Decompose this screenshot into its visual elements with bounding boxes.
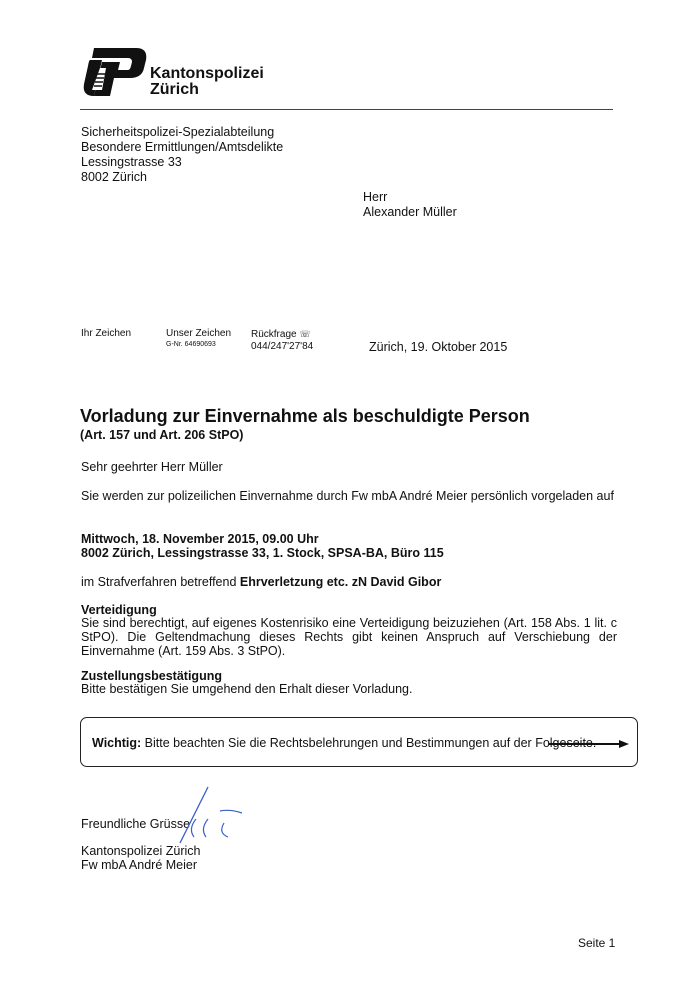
appointment-datetime: Mittwoch, 18. November 2015, 09.00 Uhr (81, 532, 319, 546)
sender-division: Besondere Ermittlungen/Amtsdelikte (81, 140, 284, 154)
case-subject: Ehrverletzung etc. zN David Gibor (239, 575, 442, 589)
inquiry-reference (251, 328, 313, 353)
delivery-text: Bitte bestätigen Sie umgehend den Erhalt dieser Vorladung. (81, 682, 413, 696)
letter-date: Zürich, 19. Oktober 2015 (369, 340, 508, 354)
recipient-address (363, 190, 457, 220)
kantonspolizei-logo (80, 44, 280, 100)
intro-text: Sie werden zur polizeilichen Einvernahme durch Fw mbA André Meier persönlich vorgeladen auf (81, 489, 614, 503)
inquiry-phone: 044/247'27'84 (251, 341, 314, 352)
recipient-salutation: Herr (363, 190, 388, 204)
sender-department: Sicherheitspolizei-Spezialabteilung (81, 125, 275, 139)
sender-address (81, 125, 283, 185)
org-name-line2: Zürich (150, 81, 199, 98)
organization-name (150, 66, 264, 98)
our-reference-value: G-Nr. 64690693 (166, 341, 216, 348)
our-reference (166, 328, 231, 349)
sender-city: 8002 Zürich (81, 170, 148, 184)
defense-heading: Verteidigung (81, 603, 157, 617)
header-divider (80, 109, 613, 110)
our-reference-label: Unser Zeichen (166, 328, 232, 339)
appointment-location: 8002 Zürich, Lessingstrasse 33, 1. Stock, SPSA-BA, Büro 115 (81, 546, 444, 560)
notice-label: Wichtig: (92, 736, 142, 750)
delivery-heading: Zustellungsbestätigung (81, 669, 222, 683)
defense-text: Sie sind berechtigt, auf eigenes Kostenrisiko eine Verteidigung beizuziehen (Art. 158 Abs. 1 lit. c StPO). Die Geltendmachung dieses Rechts gibt keinen Anspruch auf Verschiebung der Einvernahme (Art. 159 Abs. 3 StPO). (81, 616, 617, 658)
org-name-line1: Kantonspolizei (150, 65, 264, 82)
arrow-right-icon (549, 739, 629, 749)
page-number: Seite 1 (578, 936, 616, 950)
notice-message: Bitte beachten Sie die Rechtsbelehrungen und Bestimmungen auf der Folgeseite. (141, 736, 597, 750)
sender-street: Lessingstrasse 33 (81, 155, 182, 169)
closing-organization: Kantonspolizei Zürich (81, 844, 201, 858)
your-reference-label: Ihr Zeichen (81, 328, 132, 339)
greeting: Sehr geehrter Herr Müller (81, 460, 223, 474)
recipient-name: Alexander Müller (363, 205, 457, 219)
your-reference (81, 328, 131, 340)
letter-title: Vorladung zur Einvernahme als beschuldigte Person (80, 406, 530, 426)
kantonspolizei-logo-icon (80, 44, 148, 100)
closing-regards: Freundliche Grüsse (81, 817, 191, 831)
notice-text (92, 736, 596, 750)
signature (168, 785, 258, 845)
letter-subtitle: (Art. 157 und Art. 206 StPO) (80, 428, 244, 442)
closing-officer: Fw mbA André Meier (81, 858, 198, 872)
case-prefix: im Strafverfahren betreffend (81, 575, 240, 589)
telephone-icon: ☏ (299, 329, 311, 339)
inquiry-label: Rückfrage (251, 329, 297, 340)
case-reference (81, 575, 441, 589)
important-notice-box (80, 717, 638, 767)
